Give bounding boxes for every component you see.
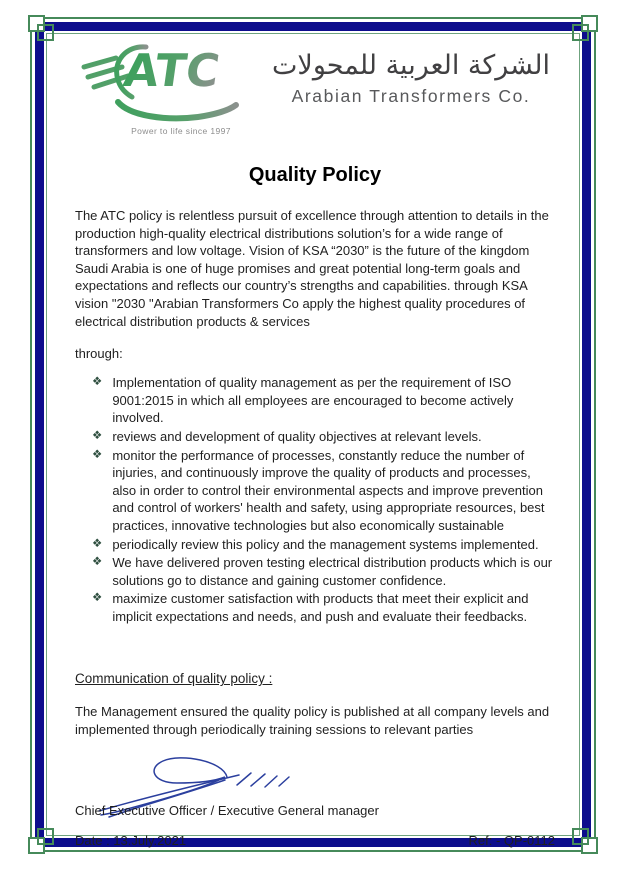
diamond-bullet-icon: ❖: [92, 556, 103, 569]
date-label: Date : 13.July.2021: [75, 832, 187, 848]
policy-bullet-list: [75, 374, 555, 625]
ref-label: Ref: - QP-0112: [468, 832, 555, 848]
list-item: [92, 536, 555, 554]
list-item: [92, 554, 555, 589]
intro-paragraph: The ATC policy is relentless pursuit of excellence through attention to details in the production high-quality electrical distributions solution’s for a wide range of transformers and low voltage. Vision of KSA “2030” is the future of the kingdom Saudi Arabia is one of huge promises and great potential long-term goals and expectations and reflects our country’s strengths and capabilities. through KSA vision "2030 "Arabian Transformers Co apply the highest quality procedures of electrical distribution products & services: [75, 208, 549, 329]
document-content: [75, 42, 555, 848]
company-name-block: [272, 42, 550, 107]
company-header: [75, 42, 555, 138]
list-item-text: maximize customer satisfaction with products that meet their explicit and implicit expectations and needs, and push and evaluate their feedbacks.: [112, 591, 529, 624]
logo-tagline: Power to life since 1997: [131, 126, 231, 136]
list-item-text: periodically review this policy and the management systems implemented.: [112, 536, 539, 552]
list-item-text: We have delivered proven testing electrical distribution products which is our solutions go to distance and gaining customer confidence.: [112, 555, 553, 588]
corner-knot-icon: [28, 837, 45, 854]
list-item-text: reviews and development of quality objectives at relevant levels.: [112, 428, 482, 444]
diamond-bullet-icon: ❖: [92, 592, 103, 605]
diamond-bullet-icon: ❖: [92, 537, 103, 550]
corner-knot-icon: [37, 24, 54, 41]
diamond-bullet-icon: ❖: [92, 448, 103, 461]
list-item: [92, 374, 555, 427]
page-title: Quality Policy: [248, 164, 382, 186]
corner-knot-icon: [581, 15, 598, 32]
corner-knot-icon: [581, 837, 598, 854]
corner-knot-icon: [572, 828, 589, 845]
list-item: [92, 447, 555, 535]
company-name-english: Arabian Transformers Co.: [291, 86, 531, 107]
signatory-title: Chief Executive Officer / Executive General manager: [75, 802, 379, 818]
corner-knot-icon: [37, 828, 54, 845]
diamond-bullet-icon: ❖: [92, 429, 103, 442]
list-item-text: monitor the performance of processes, constantly reduce the number of injuries, and continuously improve the quality of products and processes, also in order to control their environmental aspects and improve prevention and control of workers' health and safety, using appropriate resources, best practices, innovative technologies but also economically sustainable: [112, 447, 545, 533]
communication-paragraph: The Management ensured the quality policy is published at all company levels and implemented through periodically training sessions to relevant parties: [75, 704, 550, 738]
company-name-arabic: الشركة العربية للمحولات: [272, 50, 550, 81]
document-footer: [75, 833, 555, 848]
list-item: [92, 590, 555, 625]
logo-acronym: ATC: [120, 44, 223, 97]
corner-knot-icon: [572, 24, 589, 41]
list-item: [92, 428, 555, 446]
through-label: through:: [75, 346, 123, 362]
diamond-bullet-icon: ❖: [92, 376, 103, 389]
atc-logo: [80, 42, 248, 138]
communication-heading: Communication of quality policy :: [75, 671, 273, 687]
list-item-text: Implementation of quality management as per the requirement of ISO 9001:2015 in which all employees are encouraged to become actively involved.: [112, 375, 514, 426]
corner-knot-icon: [28, 15, 45, 32]
